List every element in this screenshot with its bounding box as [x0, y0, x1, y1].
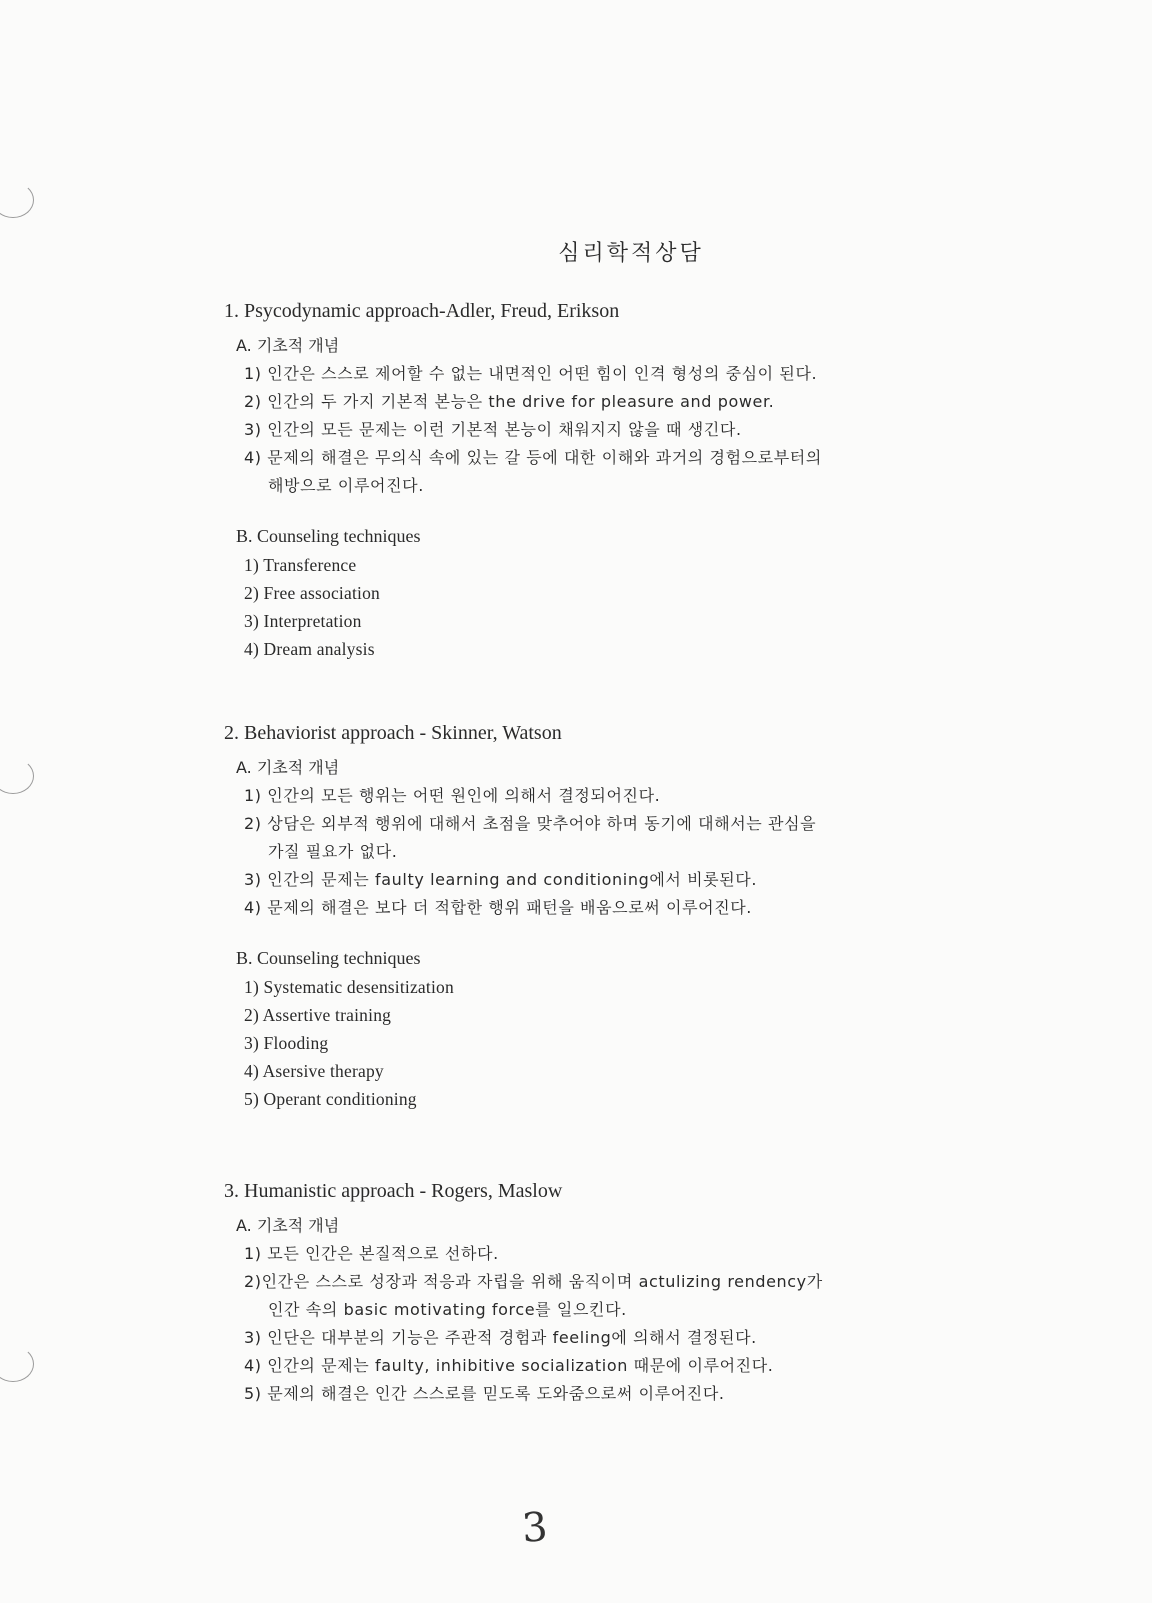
page-number: 3	[520, 1504, 550, 1552]
technique-item: 4) Dream analysis	[244, 639, 375, 659]
punch-hole	[0, 182, 34, 218]
concept-item: 2) 인간의 두 가지 기본적 본능은 the drive for pleasure and power.	[244, 392, 775, 411]
concept-item: 3) 인간의 문제는 faulty learning and conditioning에서 비롯된다.	[244, 870, 758, 889]
punch-hole	[0, 758, 34, 794]
page-title: 심리학적상담	[558, 241, 704, 266]
concept-item: 3) 인단은 대부분의 기능은 주관적 경험과 feeling에 의해서 결정된다.	[244, 1328, 757, 1347]
concept-item-continuation: 해방으로 이루어진다.	[268, 476, 424, 495]
technique-item: 5) Operant conditioning	[244, 1089, 417, 1109]
technique-item: 4) Asersive therapy	[244, 1061, 384, 1081]
concept-item: 3) 인간의 모든 문제는 이런 기본적 본능이 채워지지 않을 때 생긴다.	[244, 420, 742, 439]
techniques-label: B. Counseling techniques	[236, 526, 421, 546]
technique-item: 1) Transference	[244, 555, 357, 575]
concept-item: 1) 인간의 모든 행위는 어떤 원인에 의해서 결정되어진다.	[244, 786, 661, 805]
concept-item-continuation: 인간 속의 basic motivating force를 일으킨다.	[268, 1300, 627, 1319]
technique-item: 2) Assertive training	[244, 1005, 392, 1025]
concept-item: 4) 문제의 해결은 보다 더 적합한 행위 패턴을 배움으로써 이루어진다.	[244, 898, 752, 917]
technique-item: 1) Systematic desensitization	[244, 977, 454, 997]
section-heading: 2. Behaviorist approach - Skinner, Watson	[224, 722, 562, 744]
concept-item: 4) 인간의 문제는 faulty, inhibitive socialization 때문에 이루어진다.	[244, 1356, 774, 1375]
concept-item: 1) 모든 인간은 본질적으로 선하다.	[244, 1244, 499, 1263]
technique-item: 3) Interpretation	[244, 611, 362, 631]
concept-item: 5) 문제의 해결은 인간 스스로를 믿도록 도와줌으로써 이루어진다.	[244, 1384, 725, 1403]
section-heading: 3. Humanistic approach - Rogers, Maslow	[224, 1180, 563, 1202]
concept-item: 4) 문제의 해결은 무의식 속에 있는 갈 등에 대한 이해와 과거의 경험으로부터의	[244, 448, 822, 467]
technique-item: 3) Flooding	[244, 1033, 329, 1053]
section-behaviorist	[224, 722, 1124, 1117]
section-heading: 1. Psycodynamic approach-Adler, Freud, Erikson	[224, 300, 620, 322]
concept-item-continuation: 가질 필요가 없다.	[268, 842, 398, 861]
punch-hole	[0, 1346, 34, 1382]
concept-item: 1) 인간은 스스로 제어할 수 없는 내면적인 어떤 힘이 인격 형성의 중심이 된다.	[244, 364, 818, 383]
concept-item: 2) 상담은 외부적 행위에 대해서 초점을 맞추어야 하며 동기에 대해서는 관심을	[244, 814, 817, 833]
concepts-label: A. 기초적 개념	[236, 758, 340, 777]
concepts-label: A. 기초적 개념	[236, 336, 340, 355]
techniques-label: B. Counseling techniques	[236, 948, 421, 968]
concept-item: 2)인간은 스스로 성장과 적응과 자립을 위해 움직이며 actulizing rendency가	[244, 1272, 823, 1291]
section-humanistic	[224, 1180, 1124, 1412]
concepts-label: A. 기초적 개념	[236, 1216, 340, 1235]
section-psychodynamic	[224, 300, 1124, 667]
technique-item: 2) Free association	[244, 583, 380, 603]
